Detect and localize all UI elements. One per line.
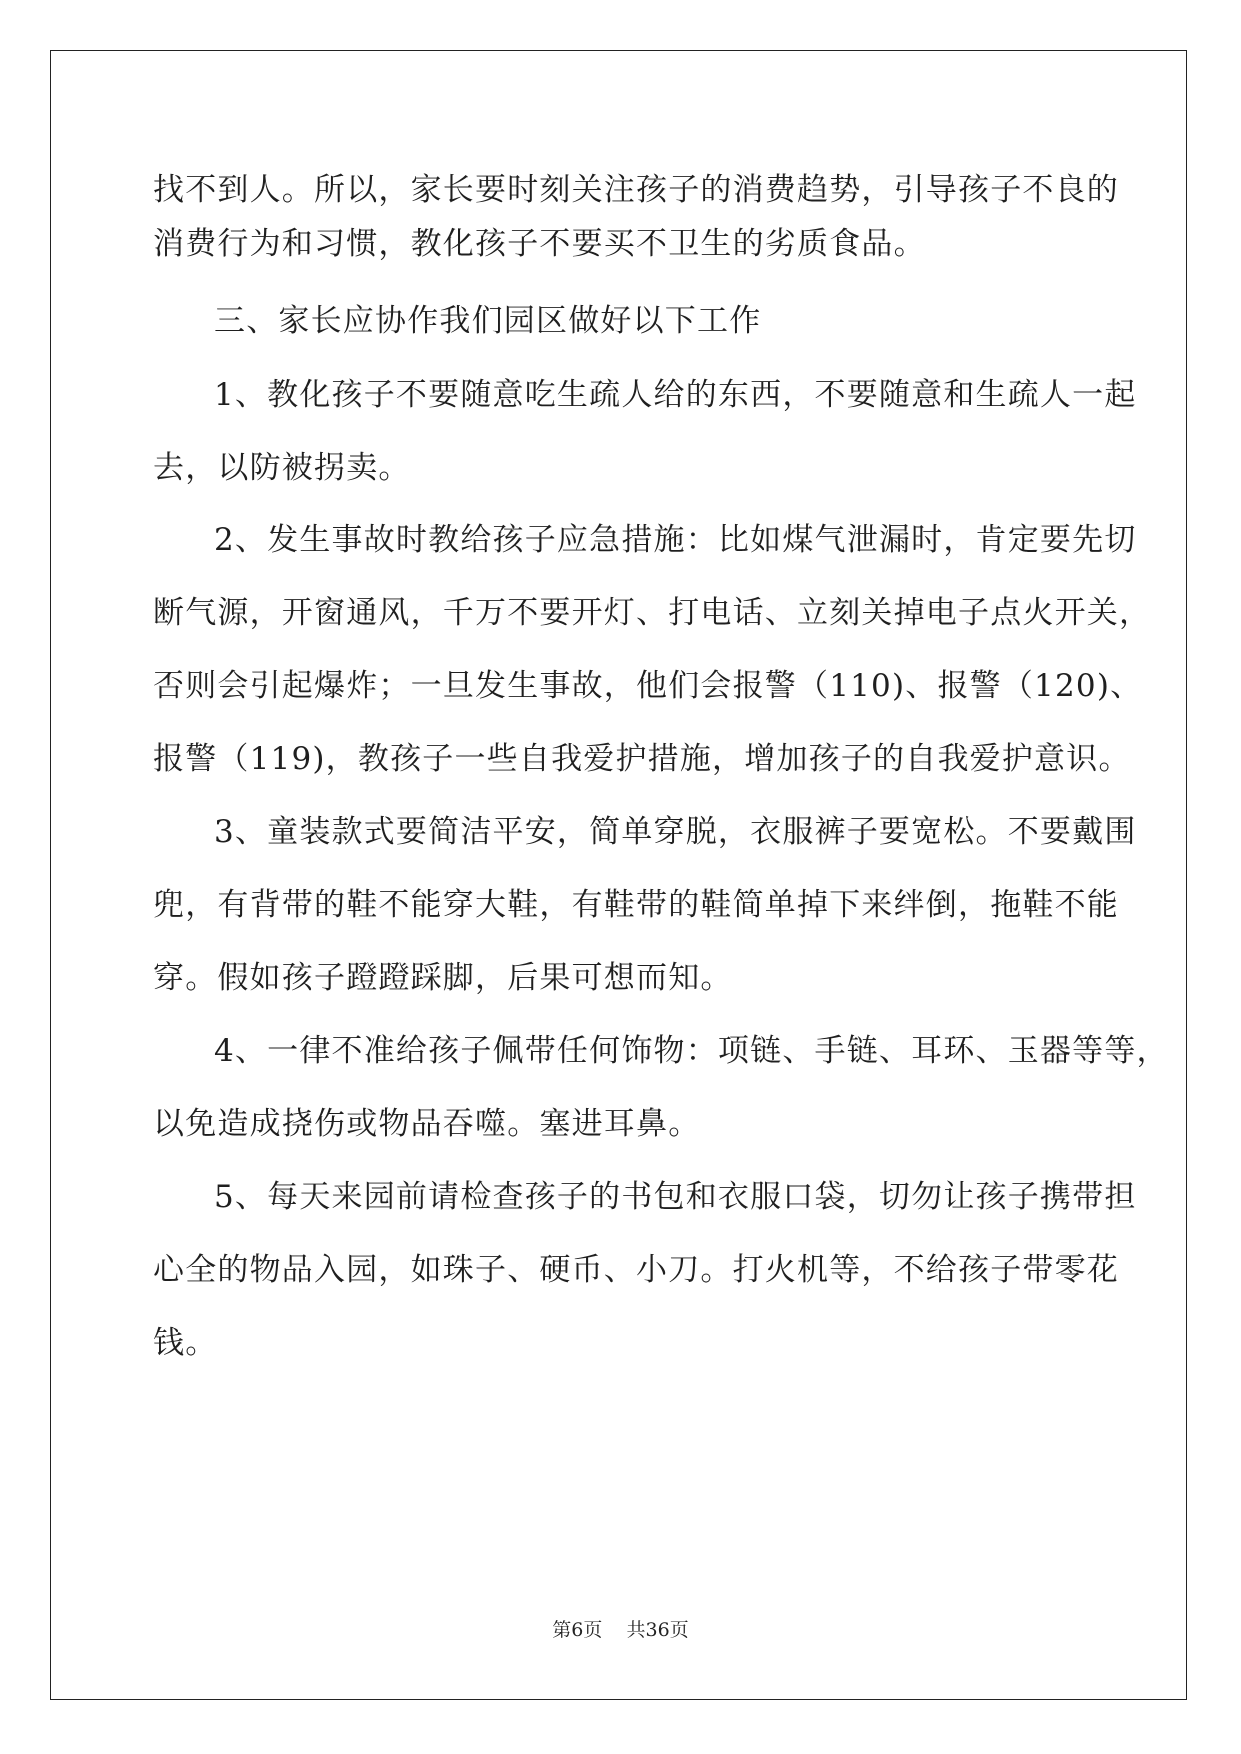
body-text-line: 1、教化孩子不要随意吃生疏人给的东西，不要随意和生疏人一起 [214, 377, 1137, 413]
body-text-line: 报警（119)，教孩子一些自我爱护措施，增加孩子的自我爱护意识。 [153, 741, 1131, 777]
body-text-line: 心全的物品入园，如珠子、硬币、小刀。打火机等，不给孩子带零花 [153, 1252, 1119, 1288]
body-text-line: 4、一律不准给孩子佩带任何饰物：项链、手链、耳环、玉器等等， [214, 1033, 1169, 1069]
body-text-line: 兜，有背带的鞋不能穿大鞋，有鞋带的鞋简单掉下来绊倒，拖鞋不能 [153, 887, 1119, 923]
body-text-line: 断气源，开窗通风，千万不要开灯、打电话、立刻关掉电子点火开关， [153, 595, 1152, 631]
total-pages: 共36页 [626, 1619, 689, 1641]
body-text-line: 穿。假如孩子蹬蹬踩脚，后果可想而知。 [153, 960, 733, 996]
body-text-line: 3、童装款式要简洁平安，简单穿脱，衣服裤子要宽松。不要戴围 [214, 814, 1137, 850]
body-text-line: 2、发生事故时教给孩子应急措施：比如煤气泄漏时，肯定要先切 [214, 522, 1137, 558]
body-text-line: 5、每天来园前请检查孩子的书包和衣服口袋，切勿让孩子携带担 [214, 1179, 1137, 1215]
body-text-line: 钱。 [153, 1325, 218, 1361]
page-border [50, 50, 1187, 1700]
body-text-line: 以免造成挠伤或物品吞噬。塞进耳鼻。 [153, 1106, 701, 1142]
body-text-line: 去，以防被拐卖。 [153, 450, 411, 486]
body-text-line: 否则会引起爆炸；一旦发生事故，他们会报警（110)、报警（120)、 [153, 668, 1143, 704]
section-heading: 三、家长应协作我们园区做好以下工作 [214, 303, 762, 339]
body-text-line: 消费行为和习惯，教化孩子不要买不卫生的劣质食品。 [153, 226, 926, 262]
body-text-line: 找不到人。所以，家长要时刻关注孩子的消费趋势，引导孩子不良的 [153, 172, 1119, 208]
page-footer [0, 1618, 1241, 1642]
page-number: 第6页 [552, 1619, 603, 1641]
